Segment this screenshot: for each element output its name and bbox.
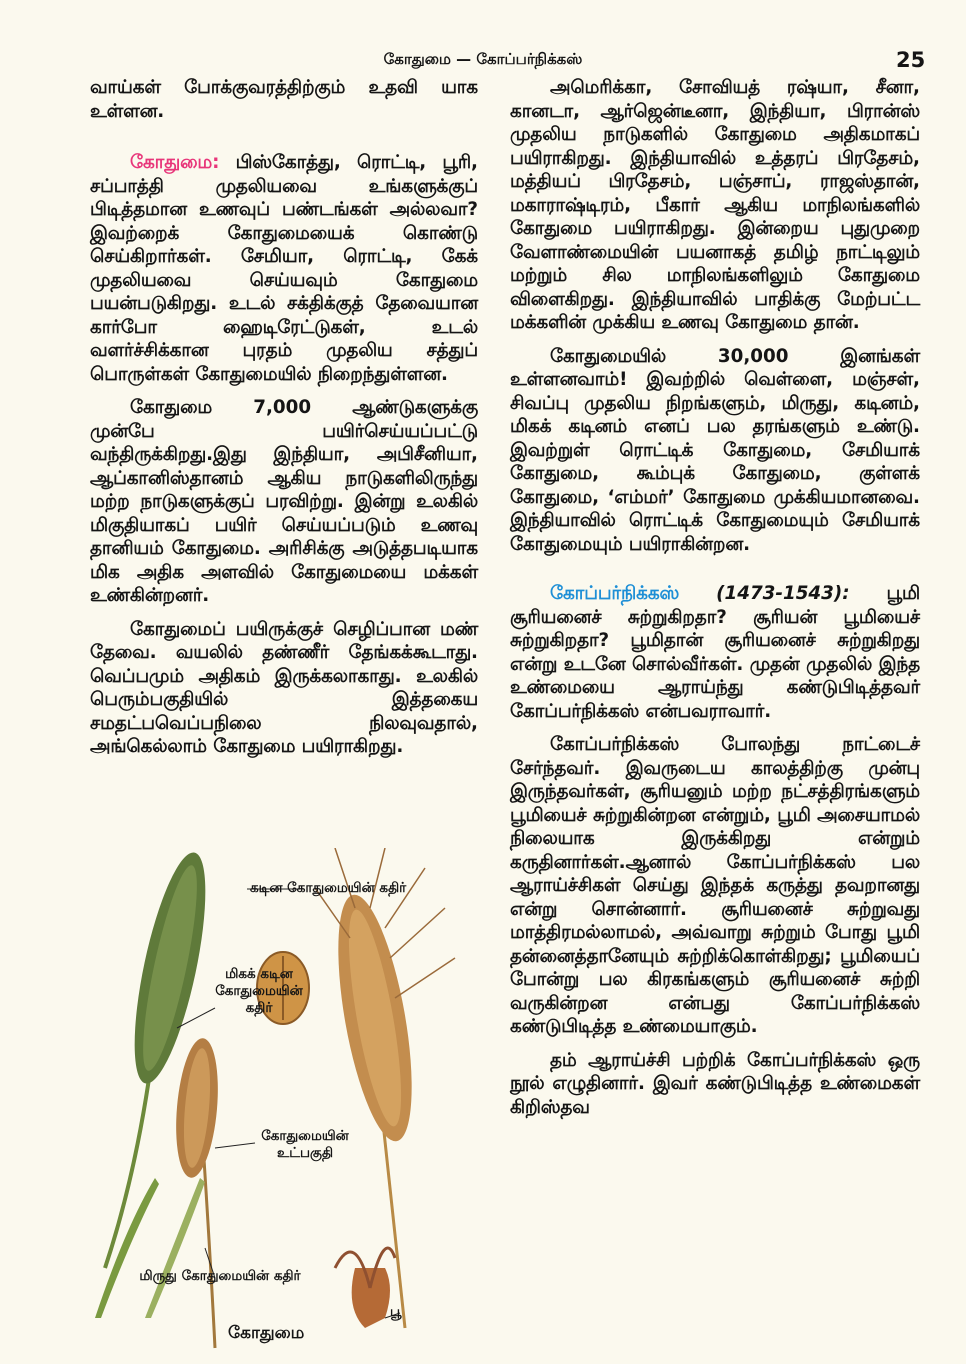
copernicus-paragraph-3: தம் ஆராய்ச்சி பற்றிக் கோப்பர்நிக்கஸ் ஒரு நூல் எழுதினார். இவர் கண்டுபிடித்த உண்மைகள் கிறிஸ்தவ (510, 1049, 920, 1118)
copernicus-paragraph-2: கோப்பர்நிக்கஸ் போலந்து நாட்டைச் சேர்ந்தவர். இவருடைய காலத்திற்கு முன்பு இருந்தவர்கள், சூரியனும் மற்ற நட்சத்திரங்களும் பூமியைச் சுற்றுகின்றன என்றும், பூமி அசையாமல் நிலையாக இருக்கிறது என்றும் கருதினார்கள்.ஆனால் கோப்பர்நிக்கஸ் பல ஆராய்ச்சிகள் செய்து இந்தக் கருத்து தவறானது என்று சொன்னார். சூரியனைச் சுற்றுவது மாத்திரமல்லாமல், அவ்வாறு சுற்றும் போது பூமி தன்னைத்தானேயும் சுற்றிக்கொள்கிறது; பூமியைப் போன்று பல கிரகங்களும் சூரியனைச் சுற்றி வருகின்றன என்பது கோப்பர்நிக்கஸ் கண்டுபிடித்த உண்மையாகும். (510, 734, 920, 1037)
copernicus-paragraph-1 (510, 582, 920, 723)
wheat-paragraph-1-text: பிஸ்கோத்து, ரொட்டி, பூரி, சப்பாத்தி முதலியவை உங்களுக்குப் பிடித்தமான உணவுப் பண்டங்கள் அல்லவா? இவற்றைக் கோதுமையைக் கொண்டு செய்கிறார்கள். சேமியா, ரொட்டி, கேக் முதலியவை செய்யவும் கோதுமை பயன்படுகிறது. உடல் சக்திக்குத் தேவையான கார்போ ஹைடிரேட்டுகள், உடல் வளர்ச்சிக்கான புரதம் முதலிய சத்துப் பொருள்கள் கோதுமையில் நிறைந்துள்ளன. (90, 152, 478, 385)
copernicus-heading: கோப்பர்நிக்கஸ் (550, 583, 680, 604)
label-wheat-inner-part: கோதுமையின் உட்பகுதி (261, 1128, 349, 1161)
copernicus-paragraph-1-text: பூமி சூரியனைச் சுற்றுகிறதா? சூரியன் பூமியைச் சுற்றுகிறதா? பூமிதான் சூரியனைச் சுற்றுகிறது என்று உடனே சொல்வீர்கள். முதன் முதலில் இந்த உண்மையை ஆராய்ந்து கண்டுபிடித்தவர் கோப்பர்நிக்கஸ் என்பவராவார். (510, 583, 920, 722)
left-column (90, 76, 478, 769)
wheat-paragraph-5: கோதுமையில் 30,000 இனங்கள் உள்ளனவாம்! இவற்றில் வெள்ளை, மஞ்சள், சிவப்பு முதலிய நிறங்களும், மிருது, கடினம், மிகக் கடினம் எனப் பல தரங்களும் உண்டு. இவற்றுள் ரொட்டிக் கோதுமை, சேமியாக் கோதுமை, கூம்புக் கோதுமை, குள்ளக் கோதுமை, ‘எம்மர்’ கோதுமை முக்கியமானவை. இந்தியாவில் ரொட்டிக் கோதுமையும் சேமியாக் கோதுமையும் பயிராகின்றன. (510, 345, 920, 555)
wheat-heading: கோதுமை: (130, 152, 220, 173)
page-number: 25 (896, 48, 926, 72)
label-flower: பூ (390, 1304, 402, 1320)
copernicus-years: (1473-1543): (716, 583, 850, 604)
wheat-paragraph-4: அமெரிக்கா, சோவியத் ரஷ்யா, சீனா, கானடா, ஆர்ஜென்டீனா, இந்தியா, பிரான்ஸ் முதலிய நாடுகளில் கோதுமை அதிகமாகப் பயிராகிறது. இந்தியாவில் உத்தரப் பிரதேசம், மத்தியப் பிரதேசம், பஞ்சாப், ராஜஸ்தான், மகாராஷ்டிரம், பீகார் ஆகிய மாநிலங்களில் கோதுமை பயிராகிறது. இன்றைய புதுமுறை வேளாண்மையின் பயனாகத் தமிழ் நாட்டிலும் மற்றும் சில மாநிலங்களிலும் கோதுமை விளைகிறது. இந்தியாவில் பாதிக்கு மேற்பட்ட மக்களின் முக்கிய உணவு கோதுமை தான். (510, 77, 920, 333)
label-very-hard-wheat-ear: மிகக் கடின கோதுமையின் கதிர் (215, 966, 303, 1016)
label-hard-wheat-ear: கடின கோதுமையின் கதிர் (250, 880, 407, 896)
right-column (510, 76, 920, 1129)
wheat-paragraph-1 (90, 151, 478, 386)
wheat-illustration (85, 848, 485, 1360)
label-soft-wheat-ear: மிருது கோதுமையின் கதிர் (139, 1268, 301, 1284)
wheat-paragraph-2: கோதுமை 7,000 ஆண்டுகளுக்கு முன்பே பயிர்செய்யப்பட்டு வந்திருக்கிறது.இது இந்தியா, அபிசீனியா, ஆப்கானிஸ்தானம் ஆகிய நாடுகளிலிருந்து மற்ற நாடுகளுக்குப் பரவிற்று. இன்று உலகில் மிகுதியாகப் பயிர் செய்யப்படும் உணவு தானியம் கோதுமை. அரிசிக்கு அடுத்தபடியாக மிக அதிக அளவில் கோதுமையை மக்கள் உண்கின்றனர். (90, 397, 478, 606)
continued-paragraph: வாய்கள் போக்குவரத்திற்கும் உதவி யாக உள்ளன. (90, 77, 478, 122)
wheat-paragraph-3: கோதுமைப் பயிருக்குச் செழிப்பான மண் தேவை. வயலில் தண்ணீர் தேங்கக்கூடாது. வெப்பமும் அதிகம் இருக்கலாகாது. உலகில் பெரும்பகுதியில் இத்தகைய சமதட்பவெப்பநிலை நிலவுவதால், அங்கெல்லாம் கோதுமை பயிராகிறது. (90, 618, 478, 757)
running-header: கோதுமை — கோப்பர்நிக்கஸ் (383, 50, 583, 68)
figure-caption: கோதுமை (228, 1323, 305, 1343)
